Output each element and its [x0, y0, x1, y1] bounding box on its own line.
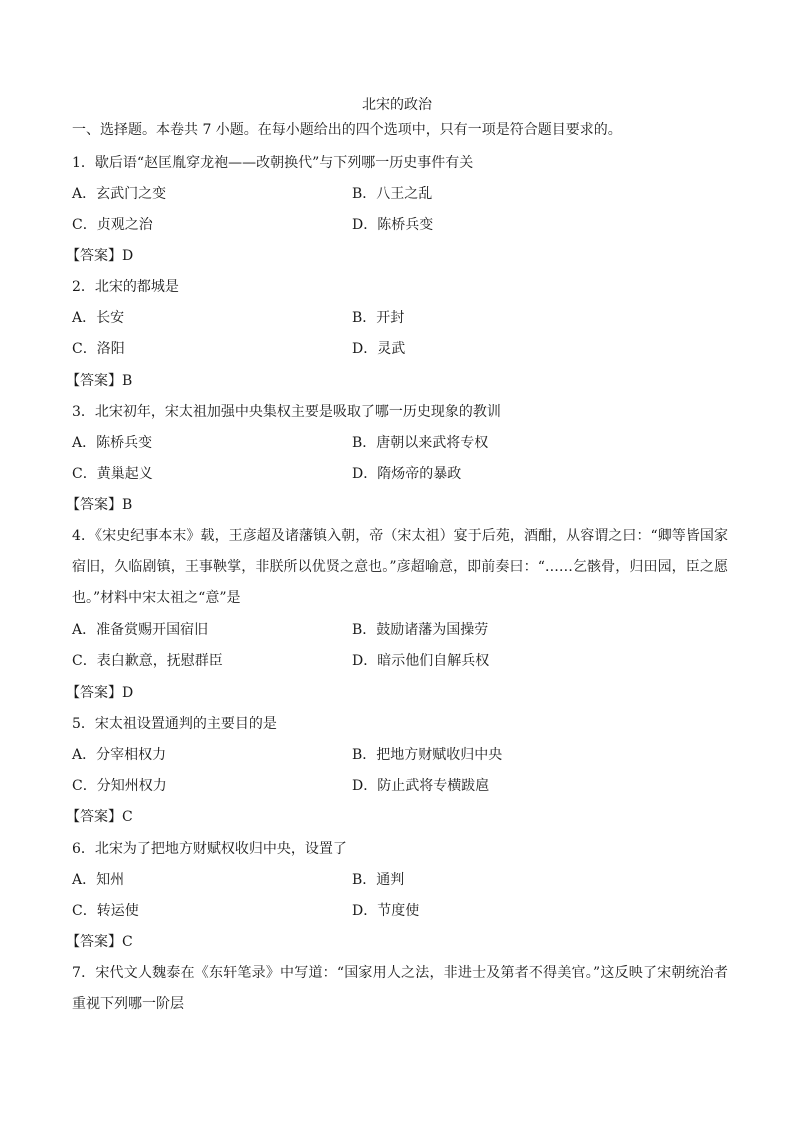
option-c: C．贞观之治 — [72, 217, 153, 233]
question-stem: 1．歇后语“赵匡胤穿龙袍——改朝换代”与下列哪一历史事件有关 — [72, 155, 474, 171]
option-b: B．开封 — [352, 310, 405, 326]
question-stem: 5．宋太祖设置通判的主要目的是 — [72, 716, 277, 732]
answer-label: 【答案】B — [66, 373, 133, 389]
option-d: D．灵武 — [352, 341, 406, 357]
option-c: C．表白歉意，抚慰群臣 — [72, 653, 223, 669]
option-b: B．鼓励诸藩为国操劳 — [352, 622, 489, 638]
option-d: D．隋炀帝的暴政 — [352, 466, 462, 482]
option-a: A．长安 — [72, 310, 125, 326]
option-b: B．通判 — [352, 872, 405, 888]
question-stem: 6．北宋为了把地方财赋权收归中央，设置了 — [72, 841, 347, 857]
answer-label: 【答案】D — [66, 248, 134, 264]
section-header: 一、选择题。本卷共 7 小题。在每小题给出的四个选项中，只有一项是符合题目要求的。 — [72, 122, 622, 138]
answer-label: 【答案】C — [66, 809, 133, 825]
option-d: D．暗示他们自解兵权 — [352, 653, 490, 669]
question-stem: 4．《宋史纪事本末》载，王彦超及诸藩镇入朝，帝（宋太祖）宴于后苑，酒酣，从容谓之曰：“卿等皆国家宿旧，久临剧镇，王事鞅掌，非朕所以优贤之意也。”彦超喻意，即前奏曰：“……乞骸骨，归田园，臣之愿也。”材料中宋太祖之“意”是 — [72, 528, 728, 606]
question-stem: 3．北宋初年，宋太祖加强中央集权主要是吸取了哪一历史现象的教训 — [72, 404, 501, 420]
option-b: B．八王之乱 — [352, 186, 433, 202]
option-d: D．陈桥兵变 — [352, 217, 434, 233]
option-a: A．知州 — [72, 872, 125, 888]
answer-label: 【答案】D — [66, 685, 134, 701]
answer-label: 【答案】C — [66, 934, 133, 950]
option-d: D．节度使 — [352, 903, 420, 919]
option-d: D．防止武将专横跋扈 — [352, 778, 490, 794]
question-stem: 2．北宋的都城是 — [72, 279, 179, 295]
option-c: C．转运使 — [72, 903, 139, 919]
option-c: C．分知州权力 — [72, 778, 167, 794]
option-a: A．准备赏赐开国宿旧 — [72, 622, 209, 638]
page-title: 北宋的政治 — [362, 97, 432, 113]
option-a: A．陈桥兵变 — [72, 435, 153, 451]
option-a: A．分宰相权力 — [72, 747, 167, 763]
question-stem: 7．宋代文人魏泰在《东轩笔录》中写道：“国家用人之法，非进士及第者不得美官。”这反映了宋朝统治者重视下列哪一阶层 — [72, 965, 728, 1012]
option-c: C．黄巢起义 — [72, 466, 153, 482]
option-c: C．洛阳 — [72, 341, 125, 357]
answer-label: 【答案】B — [66, 497, 133, 513]
option-b: B．唐朝以来武将专权 — [352, 435, 489, 451]
option-b: B．把地方财赋收归中央 — [352, 747, 503, 763]
option-a: A．玄武门之变 — [72, 186, 167, 202]
